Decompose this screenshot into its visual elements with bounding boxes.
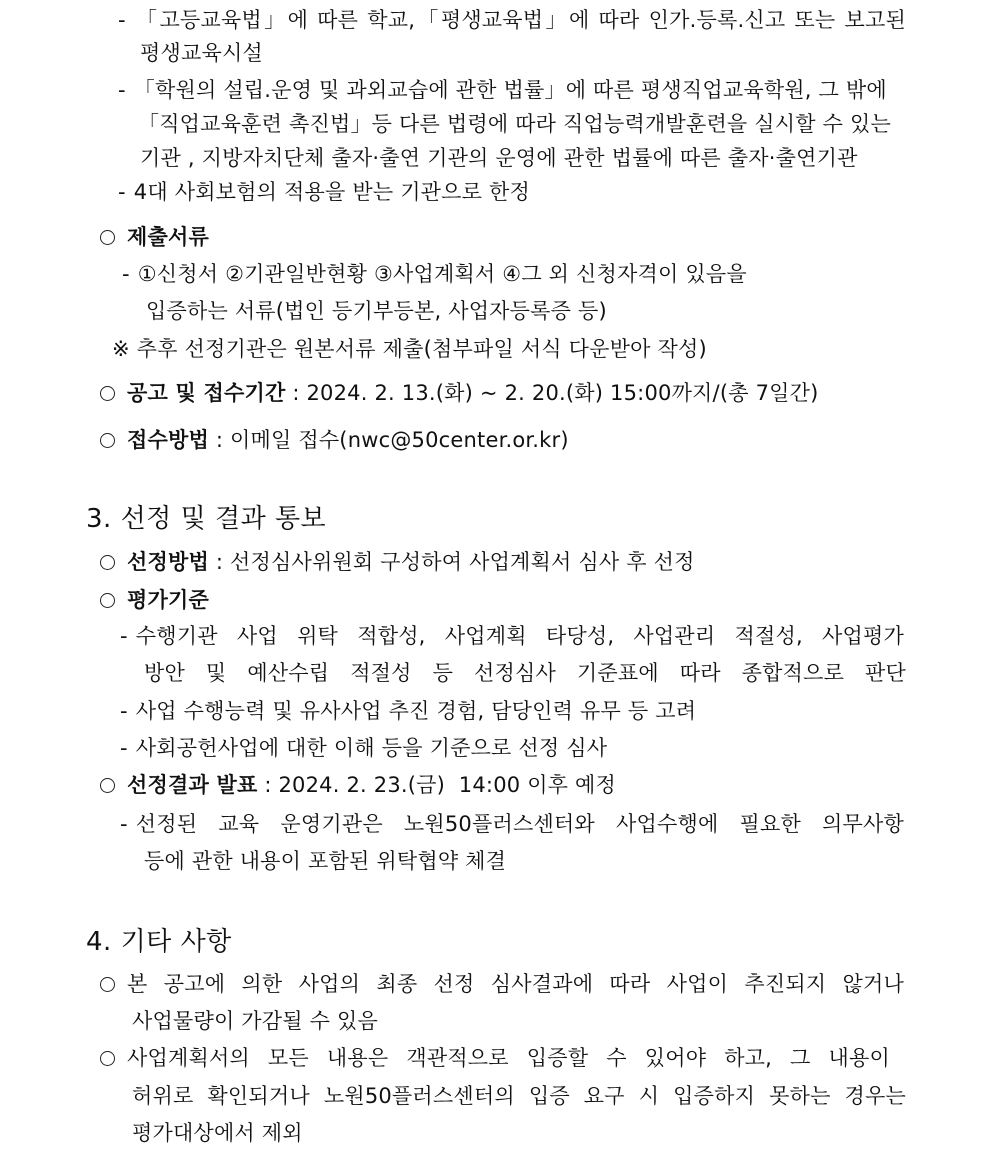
criteria-heading: 평가기준 bbox=[100, 586, 209, 614]
eligibility-item-1-line-1: - 「고등교육법」에 따른 학교,「평생교육법」에 따라 인가.등록.신고 또는 보고된 bbox=[118, 8, 906, 32]
dash-bullet: - bbox=[122, 262, 130, 286]
other-item-2-line-1: 사업계획서의 모든 내용은 객관적으로 입증할 수 있어야 하고, 그 내용이 bbox=[100, 1044, 890, 1072]
section3-heading: 3. 선정 및 결과 통보 bbox=[86, 504, 327, 534]
other-item-1-line-2: 사업물량이 가감될 수 있음 bbox=[132, 1009, 378, 1033]
criteria-item-1-line-2: 방안 및 예산수립 적절성 등 선정심사 기준표에 따라 종합적으로 판단 bbox=[144, 661, 906, 685]
documents-heading: 제출서류 bbox=[100, 223, 209, 251]
dash-bullet: - bbox=[120, 699, 128, 723]
eligibility-item-3: - 4대 사회보험의 적용을 받는 기관으로 한정 bbox=[118, 180, 530, 204]
documents-note: ※ 추후 선정기관은 원본서류 제출(첨부파일 서식 다운받아 작성) bbox=[112, 337, 707, 361]
other-item-2-line-3: 평가대상에서 제외 bbox=[132, 1121, 303, 1145]
announcement-item-line-2: 등에 관한 내용이 포함된 위탁협약 체결 bbox=[144, 849, 507, 873]
circle-bullet-icon bbox=[100, 778, 115, 793]
selection-method-label: 선정방법 bbox=[127, 550, 209, 574]
method-value: : 이메일 접수(nwc@50center.or.kr) bbox=[215, 428, 569, 452]
eligibility-item-1-line-2: 평생교육시설 bbox=[140, 41, 263, 65]
dash-bullet: - bbox=[118, 8, 126, 32]
announcement-value: : 2024. 2. 23.(금) 14:00 이후 예정 bbox=[264, 773, 617, 797]
circle-bullet-icon bbox=[100, 555, 115, 570]
period-label: 공고 및 접수기간 bbox=[127, 381, 286, 405]
dash-bullet: - bbox=[118, 180, 126, 204]
announcement-label: 선정결과 발표 bbox=[127, 773, 258, 797]
other-item-2-line-2: 허위로 확인되거나 노원50플러스센터의 입증 요구 시 입증하지 못하는 경우는 bbox=[132, 1084, 906, 1108]
selection-method-value: : 선정심사위원회 구성하여 사업계획서 심사 후 선정 bbox=[215, 550, 695, 574]
section4-heading: 4. 기타 사항 bbox=[86, 927, 232, 957]
other-item-1-line-1: 본 공고에 의한 사업의 최종 선정 심사결과에 따라 사업이 추진되지 않거나 bbox=[100, 970, 904, 998]
circle-bullet-icon bbox=[100, 433, 115, 448]
selection-method-row bbox=[100, 548, 695, 576]
documents-item-line-2: 입증하는 서류(법인 등기부등본, 사업자등록증 등) bbox=[146, 299, 607, 323]
eligibility-item-2-line-3: 기관 , 지방자치단체 출자·출연 기관의 운영에 관한 법률에 따른 출자·출연기관 bbox=[140, 146, 858, 170]
method-row bbox=[100, 426, 569, 454]
criteria-item-3: - 사회공헌사업에 대한 이해 등을 기준으로 선정 심사 bbox=[120, 736, 608, 760]
eligibility-item-2-line-2: 「직업교육훈련 촉진법」등 다른 법령에 따라 직업능력개발훈련을 실시할 수 있는 bbox=[138, 112, 891, 136]
period-row bbox=[100, 379, 819, 407]
dash-bullet: - bbox=[120, 624, 128, 648]
eligibility-item-2-line-1: - 「학원의 설립.운영 및 과외교습에 관한 법률」에 따른 평생직업교육학원, 그 밖에 bbox=[118, 78, 887, 102]
method-label: 접수방법 bbox=[127, 428, 209, 452]
circle-bullet-icon bbox=[100, 386, 115, 401]
criteria-item-1-line-1: - 수행기관 사업 위탁 적합성, 사업계획 타당성, 사업관리 적절성, 사업평가 bbox=[120, 624, 904, 648]
circle-bullet-icon bbox=[100, 977, 115, 992]
dash-bullet: - bbox=[120, 736, 128, 760]
circle-bullet-icon bbox=[100, 1051, 115, 1066]
circle-bullet-icon bbox=[100, 230, 115, 245]
dash-bullet: - bbox=[120, 812, 128, 836]
criteria-item-2: - 사업 수행능력 및 유사사업 추진 경험, 담당인력 유무 등 고려 bbox=[120, 699, 697, 723]
documents-item-line-1: - ①신청서 ②기관일반현황 ③사업계획서 ④그 외 신청자격이 있음을 bbox=[122, 262, 747, 286]
period-value: : 2024. 2. 13.(화) ~ 2. 20.(화) 15:00까지/(총 7일간) bbox=[292, 381, 819, 405]
announcement-item-line-1: - 선정된 교육 운영기관은 노원50플러스센터와 사업수행에 필요한 의무사항 bbox=[120, 812, 904, 836]
announcement-row bbox=[100, 771, 616, 799]
circle-bullet-icon bbox=[100, 593, 115, 608]
dash-bullet: - bbox=[118, 78, 126, 102]
